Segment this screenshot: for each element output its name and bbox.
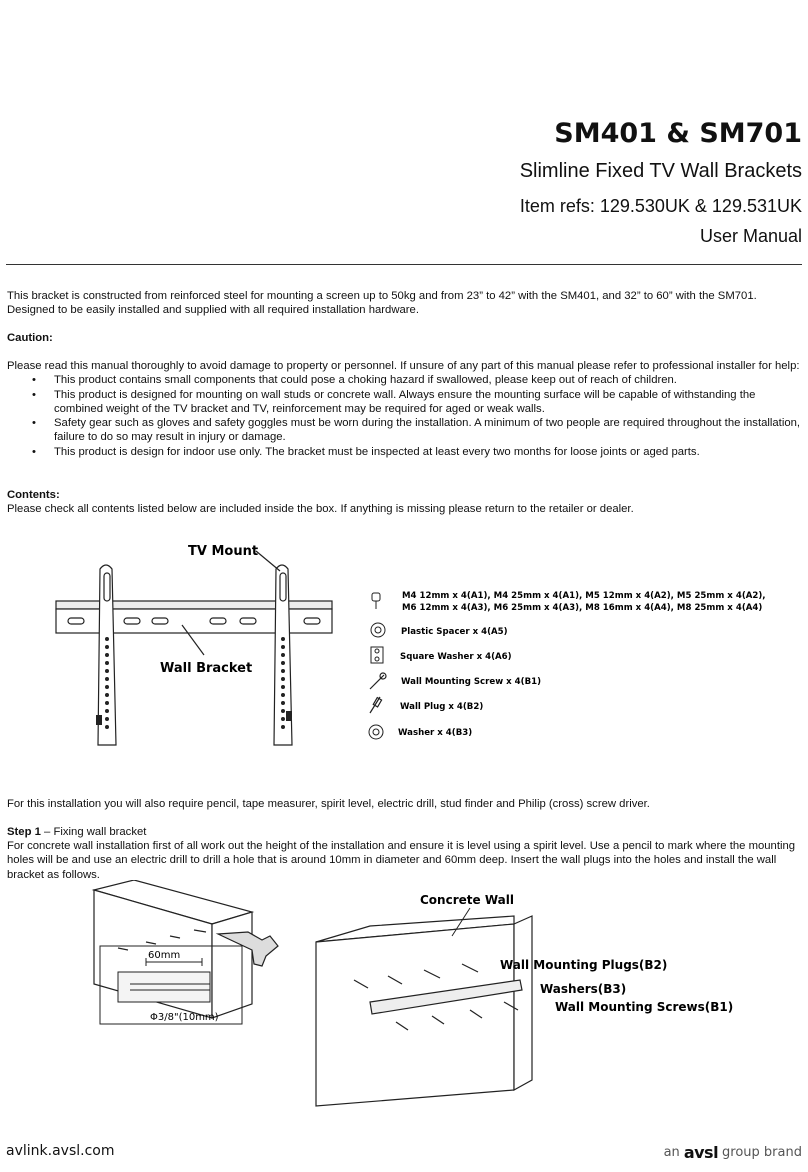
step1-number: Step 1: [7, 826, 41, 838]
wall-mounting-screw-icon: [370, 673, 386, 689]
concrete-wall-illustration: [316, 916, 532, 1106]
bracket-holes: [105, 637, 285, 729]
footer-brand: [664, 1143, 802, 1162]
contents-diagram: [0, 535, 808, 775]
parts-wall-mounting-screw: Wall Mounting Screw x 4(B1): [401, 677, 542, 687]
list-item: • Safety gear such as gloves and safety goggles must be worn during the installation. A minimum of two people are required throughout the installation, failure to do so may result in injury or damage.: [7, 416, 803, 445]
step1-paragraph: For concrete wall installation first of all work out the height of the installation and ensure it is level using a spirit level. Use a pencil to mark where the mounting holes will be and use an electric drill to drill a hole that is around 10mm in diameter and 60mm deep. Insert the wall plugs into the holes and install the wall bracket as follows.: [7, 840, 796, 881]
wall-mounting-screws-label: Wall Mounting Screws(B1): [555, 1000, 734, 1014]
step1-heading: [7, 825, 803, 839]
item-refs: Item refs: 129.530UK & 129.531UK: [519, 196, 802, 216]
wall-mounting-plugs-label: Wall Mounting Plugs(B2): [500, 958, 668, 972]
tv-mount-label: TV Mount: [188, 544, 259, 559]
header-divider: [6, 264, 802, 265]
plastic-spacer-icon: [371, 623, 385, 637]
concrete-wall-label: Concrete Wall: [420, 893, 514, 907]
tools-paragraph: For this installation you will also require pencil, tape measurer, spirit level, electric drill, stud finder and Philip (cross) screw driver.: [7, 798, 650, 810]
drill-diameter-label: Φ3/8"(10mm): [150, 1012, 219, 1023]
list-item: • This product is design for indoor use only. The bracket must be inspected at least every two months for loose joints or aged parts.: [7, 445, 803, 459]
wall-bracket-label: Wall Bracket: [160, 661, 253, 676]
caution-section: [7, 359, 803, 459]
contents-heading: Contents:: [7, 489, 60, 501]
brand-suffix: group brand: [722, 1145, 802, 1160]
document-title: SM401 & SM701: [554, 118, 802, 149]
caution-list: [7, 373, 803, 459]
parts-plastic-spacer: Plastic Spacer x 4(A5): [401, 627, 508, 637]
parts-screws-line1: M4 12mm x 4(A1), M4 25mm x 4(A1), M5 12mm x 4(A2), M5 25mm x 4(A2),: [402, 591, 766, 601]
washers-label: Washers(B3): [540, 982, 627, 996]
parts-wall-plug: Wall Plug x 4(B2): [400, 702, 484, 712]
avsl-logo: avsl: [683, 1143, 719, 1162]
wall-plug-icon: [370, 697, 382, 713]
brand-prefix: an: [663, 1145, 680, 1160]
document-type: User Manual: [699, 226, 802, 246]
screw-icon: [372, 593, 380, 609]
parts-washer: Washer x 4(B3): [398, 728, 473, 738]
contents-text: Please check all contents listed below are included inside the box. If anything is missing please return to the retailer or dealer.: [7, 503, 634, 515]
washer-icon: [369, 725, 383, 739]
parts-screws-line2: M6 12mm x 4(A3), M6 25mm x 4(A3), M8 16mm x 4(A4), M8 25mm x 4(A4): [402, 603, 763, 613]
document-subtitle: Slimline Fixed TV Wall Brackets: [519, 160, 802, 182]
square-washer-icon: [371, 647, 383, 663]
list-item: • This product is designed for mounting on wall studs or concrete wall. Always ensure the mounting surface will be capable of withstanding the combined weight of the TV bracket and TV, reinforcement may be required for aged or weak walls.: [7, 388, 803, 417]
step1-title: – Fixing wall bracket: [40, 826, 147, 838]
intro-paragraph: This bracket is constructed from reinforced steel for mounting a screen up to 50kg and from 23” to 42” with the SM401, and 32” to 60” with the SM701. Designed to be easily installed and supplied with all required installation hardware.: [7, 290, 757, 317]
installation-diagram: [0, 880, 808, 1110]
drill-depth-label: 60mm: [148, 950, 181, 961]
caution-heading: Caution:: [7, 332, 53, 344]
footer-website: avlink.avsl.com: [6, 1143, 115, 1159]
caution-text: Please read this manual thoroughly to avoid damage to property or personnel. If unsure of any part of this manual please refer to professional installer for help:: [7, 360, 800, 372]
list-item: • This product contains small components that could pose a choking hazard if swallowed, please keep out of reach of children.: [7, 373, 803, 387]
parts-square-washer: Square Washer x 4(A6): [400, 652, 512, 662]
